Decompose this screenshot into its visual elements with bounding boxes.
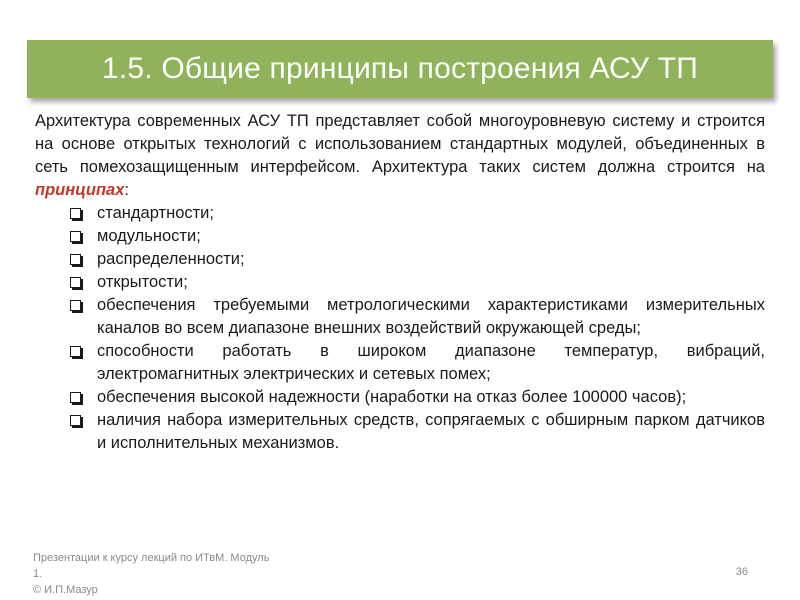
list-item [35,340,765,386]
list-item [35,202,765,225]
checkbox-square-icon [70,208,81,219]
list-item [35,225,765,248]
list-item [35,271,765,294]
list-item [35,409,765,455]
list-item-text: обеспечения высокой надежности (наработки на отказ более 100000 часов); [97,388,687,406]
list-item-text: модульности; [97,227,201,245]
intro-text: Архитектура современных АСУ ТП представляет собой многоуровневую систему и строится на основе открытых технологий с использованием стандартных модулей, объединенных в сеть помехозащищенным интерфейсом. Архитектура таких систем должна строится на [35,112,765,176]
principles-list [35,202,765,455]
list-item-text: стандартности; [97,204,214,222]
footer-credits [33,550,333,598]
list-item-text: способности работать в широком диапазоне температур, вибраций, электромагнитных электрических и сетевых помех; [97,342,765,383]
checkbox-square-icon [70,392,81,403]
list-item [35,294,765,340]
checkbox-square-icon [70,415,81,426]
checkbox-square-icon [70,346,81,357]
intro-end: : [124,181,129,199]
checkbox-square-icon [70,277,81,288]
slide-content [35,110,765,455]
footer-author-line: © И.П.Мазур [33,584,98,596]
footer-module-line: 1. [33,568,43,580]
slide-title: 1.5. Общие принципы построения АСУ ТП [101,52,699,85]
list-item [35,386,765,409]
checkbox-square-icon [70,300,81,311]
checkbox-square-icon [70,254,81,265]
list-item [35,248,765,271]
list-item-text: распределенности; [97,250,245,268]
footer-course-line: Презентации к курсу лекций по ИТвМ. Модуль [33,552,270,564]
intro-paragraph [35,110,765,202]
list-item-text: открытости; [97,273,188,291]
list-item-text: наличия набора измерительных средств, сопрягаемых с обширным парком датчиков и исполнительных механизмов. [97,411,765,452]
intro-emphasis: принципах [35,181,125,199]
checkbox-square-icon [70,231,81,242]
page-number: 36 [735,566,748,578]
title-bar [27,40,773,98]
list-item-text: обеспечения требуемыми метрологическими характеристиками измерительных каналов во всем диапазоне внешних воздействий окружающей среды; [97,296,765,337]
